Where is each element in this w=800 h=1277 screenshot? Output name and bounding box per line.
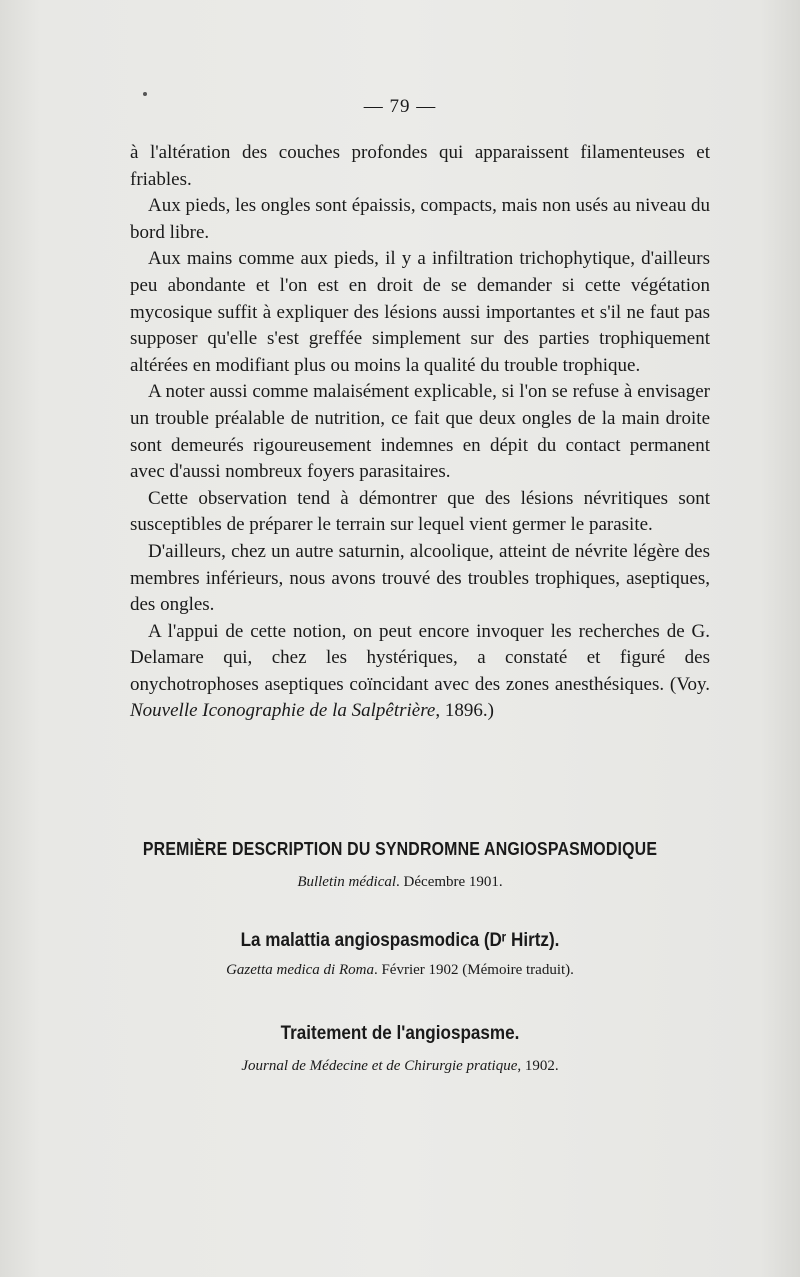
journal-name: Journal de Médecine et de Chirurgie pratique <box>241 1058 518 1074</box>
journal-name: Bulletin médical <box>297 874 397 890</box>
paragraph-last <box>130 619 710 725</box>
paragraph: Aux mains comme aux pieds, il y a infiltration trichophytique, d'ailleurs peu abondante et l'on est en droit de se demander si cette végétation mycosique suffit à expliquer des lésions aussi importantes et s'il ne faut pas supposer qu'elle s'est greffée simplement sur des parties trophiquement altérées en modifiant plus ou moins la qualité du trouble trophique. <box>130 248 710 376</box>
reference-title: Traitement de l'angiospasme. <box>280 1023 520 1044</box>
reference-title: PREMIÈRE DESCRIPTION DU SYNDROMNE ANGIOSPASMODIQUE <box>142 838 658 859</box>
paragraph-text-end: , 1896.) <box>435 700 494 722</box>
page-number: — 79 — <box>363 96 437 117</box>
reference-title: La malattia angiospasmodica (Dʳ Hirtz). <box>240 930 560 951</box>
reference-date: . Décembre 1901. <box>396 874 503 890</box>
journal-name: Gazetta medica di Roma <box>226 962 374 978</box>
paragraph-text: A l'appui de cette notion, on peut encore invoquer les recherches de G. Delamare qui, chez les hystériques, a constaté et figuré des onychotrophoses aseptiques coïncidant avec des zones anesthésiques. (Voy. <box>130 620 710 695</box>
reference-source <box>0 1058 800 1075</box>
body-text <box>130 140 710 725</box>
paragraph: Cette observation tend à démontrer que des lésions névritiques sont susceptibles de préparer le terrain sur lequel vient germer le parasite. <box>130 487 710 536</box>
reference-source <box>0 874 800 891</box>
paragraph: A noter aussi comme malaisément explicable, si l'on se refuse à envisager un trouble préalable de nutrition, ce fait que deux ongles de la main droite sont demeurés rigoureusement indemnes en dépit du contact permanent avec d'aussi nombreux foyers parasitaires. <box>130 381 710 483</box>
book-title: Nouvelle Iconographie de la Salpêtrière <box>130 700 436 722</box>
paragraph: à l'altération des couches profondes qui apparaissent filamenteuses et friables. <box>130 142 710 190</box>
reference-date: . Février 1902 (Mémoire traduit). <box>373 962 574 978</box>
paragraph: Aux pieds, les ongles sont épaissis, compacts, mais non usés au niveau du bord libre. <box>130 195 711 243</box>
paragraph: D'ailleurs, chez un autre saturnin, alcoolique, atteint de névrite légère des membres inférieurs, nous avons trouvé des troubles trophiques, aseptiques, des ongles. <box>130 540 710 616</box>
reference-date: , 1902. <box>517 1058 559 1074</box>
reference-source <box>0 962 800 979</box>
